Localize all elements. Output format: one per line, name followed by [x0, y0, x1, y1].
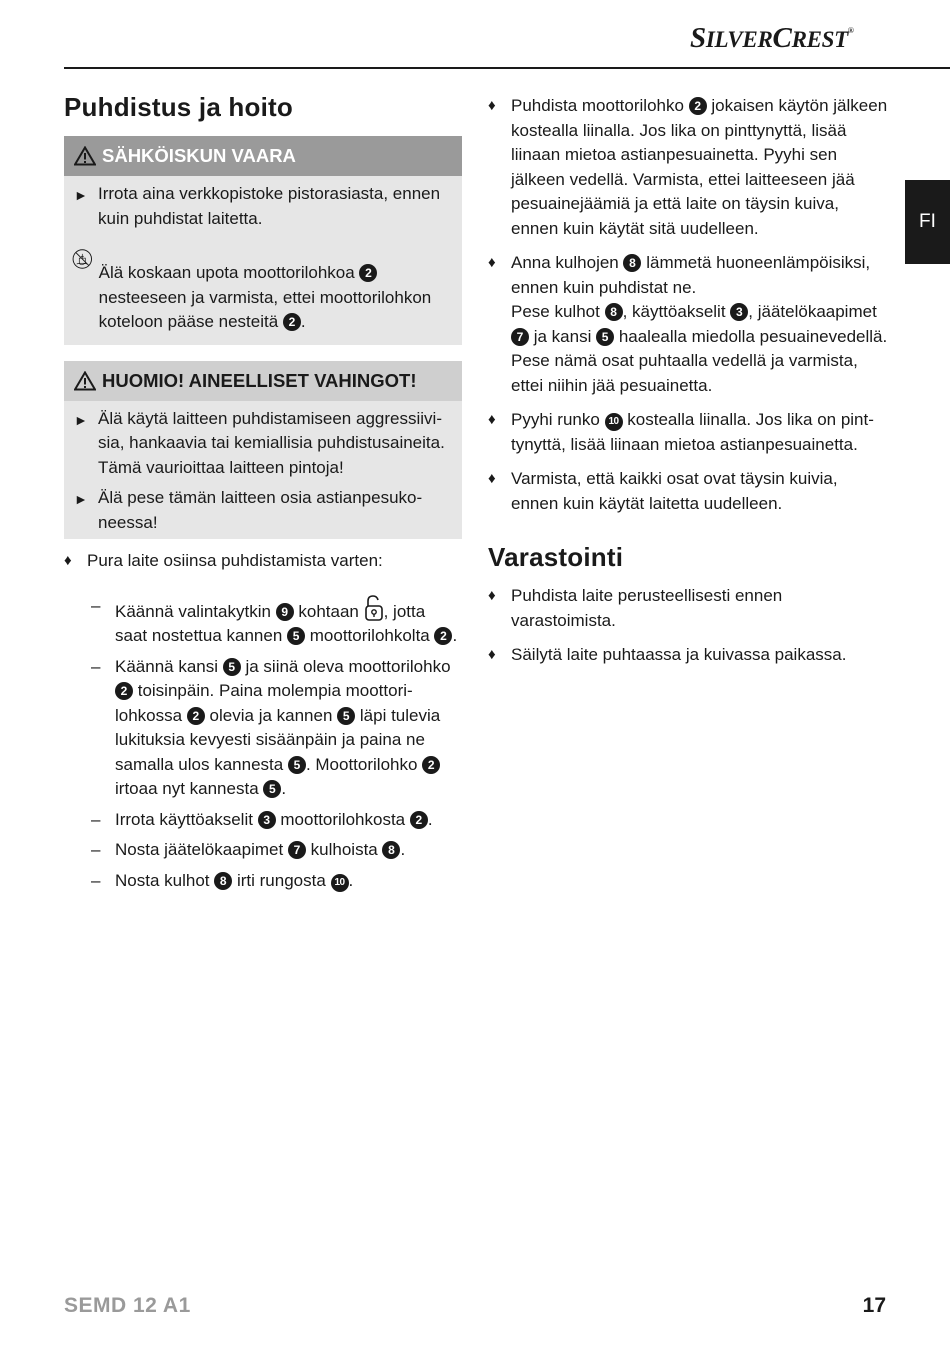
diamond-bullet: ♦: [488, 411, 496, 428]
warning-box-electric: [64, 136, 462, 345]
part-number-badge: 3: [258, 811, 276, 829]
part-number-badge: 5: [288, 756, 306, 774]
part-number-badge: 8: [214, 872, 232, 890]
warning-item: ► Älä pese tämän laitteen osia astianpesukoneessa!: [74, 488, 423, 532]
section-title-cleaning: Puhdistus ja hoito: [64, 92, 293, 122]
part-number-badge: 5: [223, 658, 241, 676]
part-number-badge: 5: [263, 780, 281, 798]
left-column: [64, 90, 462, 899]
language-tab: FI: [905, 180, 950, 264]
part-number-badge: 7: [288, 841, 306, 859]
list-item: ♦ Anna kulhojen 8 lämmetä huoneenlämpöisiksi, ennen kuin puhdistat ne. Pese kulhot 8 , käyttöakselit 3 , jäätelökaapimet 7 ja kansi 5 haalealla miedolla pesuainevedellä. Pese nämä osat puhtaalla vedellä ja varmista, ettei niihin jää pesuainetta.: [488, 253, 888, 395]
warning-item: [64, 231, 462, 341]
no-immersion-icon: [72, 235, 93, 283]
diamond-bullet: ♦: [488, 254, 496, 271]
list-item: – Nosta jäätelökaapimet 7 kulhoista 8 .: [91, 840, 406, 859]
list-item: ♦ Säilytä laite puhtaassa ja kuivassa paikassa.: [488, 643, 888, 668]
warning-item: ► Irrota aina verkkopistoke pistorasiasta, ennen kuin puhdistat laitetta.: [74, 184, 441, 228]
part-number-badge: 2: [283, 313, 301, 331]
warning-item: ► Älä käytä laitteen puhdistamiseen aggressiivisia, hankaavia tai kemiallisia puhdistusaineita. Tämä vaurioittaa laitteen pintoja!: [74, 408, 445, 477]
warning-heading-material: HUOMIO! AINEELLISET VAHINGOT!: [64, 361, 462, 401]
part-number-badge: 5: [287, 627, 305, 645]
diamond-bullet: ♦: [488, 646, 496, 663]
part-number-badge: 8: [623, 254, 641, 272]
part-number-badge: 9: [276, 603, 294, 621]
arrow-bullet: ►: [74, 411, 88, 428]
part-number-badge: 2: [410, 811, 428, 829]
diamond-bullet: ♦: [488, 470, 496, 487]
warning-triangle-icon: [74, 146, 96, 166]
arrow-bullet: ►: [74, 491, 88, 507]
part-number-badge: 2: [187, 707, 205, 725]
part-number-badge: 7: [511, 328, 529, 346]
immersion-warning-text: Älä koskaan upota moottorilohkoa 2 nesteeseen ja varmista, ettei moottorilohkon koteloon pääse nesteitä 2 .: [98, 263, 432, 331]
part-number-badge: 5: [596, 328, 614, 346]
list-item: ♦ Pyyhi runko 10 kostealla liinalla. Jos lika on pinttynyttä, lisää liinaan mietoa astianpesuainetta.: [488, 410, 874, 454]
part-number-badge: 5: [337, 707, 355, 725]
section-title-storage: Varastointi: [488, 542, 624, 572]
list-item: ♦ Puhdista moottorilohko 2 jokaisen käytön jälkeen kostealla liinalla. Jos lika on pinttynyttä, lisää liinaan mietoa astianpesuainetta. Pyyhi sen jälkeen vedellä. Varmista, ettei laitteeseen jää pesuainejäämiä ja että laite on täysin kuiva, ennen kuin käytät sitä uudelleen.: [488, 96, 888, 238]
part-number-badge: 2: [422, 756, 440, 774]
list-item: ♦ Puhdista laite perusteellisesti ennen varastoimista.: [488, 586, 783, 630]
part-number-badge: 8: [382, 841, 400, 859]
list-item: – Käännä kansi 5 ja siinä oleva moottorilohko 2 toisinpäin. Paina molempia moottorilohkossa 2 olevia ja kannen 5 läpi tulevia lukituksia kevyesti sisäänpäin ja paina ne samalla ulos kannesta 5 . Moottorilohko 2 irtoaa nyt kannesta 5 .: [91, 656, 451, 798]
part-number-badge: 2: [689, 97, 707, 115]
part-number-badge: 2: [115, 682, 133, 700]
arrow-bullet: ►: [74, 187, 88, 203]
part-number-badge: 10: [331, 874, 349, 892]
warning-heading-electric: SÄHKÖISKUN VAARA: [64, 136, 462, 176]
diamond-bullet: ♦: [488, 97, 496, 114]
page-number: 17: [862, 1294, 886, 1317]
part-number-badge: 8: [605, 303, 623, 321]
disassembly-steps: [64, 594, 462, 894]
diamond-bullet: ♦: [64, 552, 72, 569]
brand-logo: SILVERCREST®: [690, 22, 854, 54]
list-item: ♦ Varmista, että kaikki osat ovat täysin kuivia, ennen kuin käytät laitetta uudelleen.: [488, 469, 838, 513]
list-item: – Nosta kulhot 8 irti rungosta 10 .: [91, 870, 354, 890]
unlock-icon: [364, 594, 384, 622]
diamond-bullet: ♦: [488, 587, 496, 604]
warning-triangle-icon: [74, 371, 96, 391]
part-number-badge: 3: [730, 303, 748, 321]
right-column: [488, 94, 888, 678]
list-item: – Irrota käyttöakselit 3 moottorilohkosta 2 .: [91, 809, 433, 829]
part-number-badge: 2: [359, 264, 377, 282]
part-number-badge: 2: [434, 627, 452, 645]
warning-box-material: [64, 361, 462, 540]
part-number-badge: 10: [605, 413, 623, 431]
list-item: ♦ Pura laite osiinsa puhdistamista varten:: [64, 549, 462, 574]
footer-model: SEMD 12 A1: [64, 1294, 191, 1317]
header-rule: [64, 67, 950, 69]
list-item: – Käännä valintakytkin 9 kohtaan , jotta saat nostettua kannen 5 moottorilohkolta 2 .: [91, 595, 458, 645]
